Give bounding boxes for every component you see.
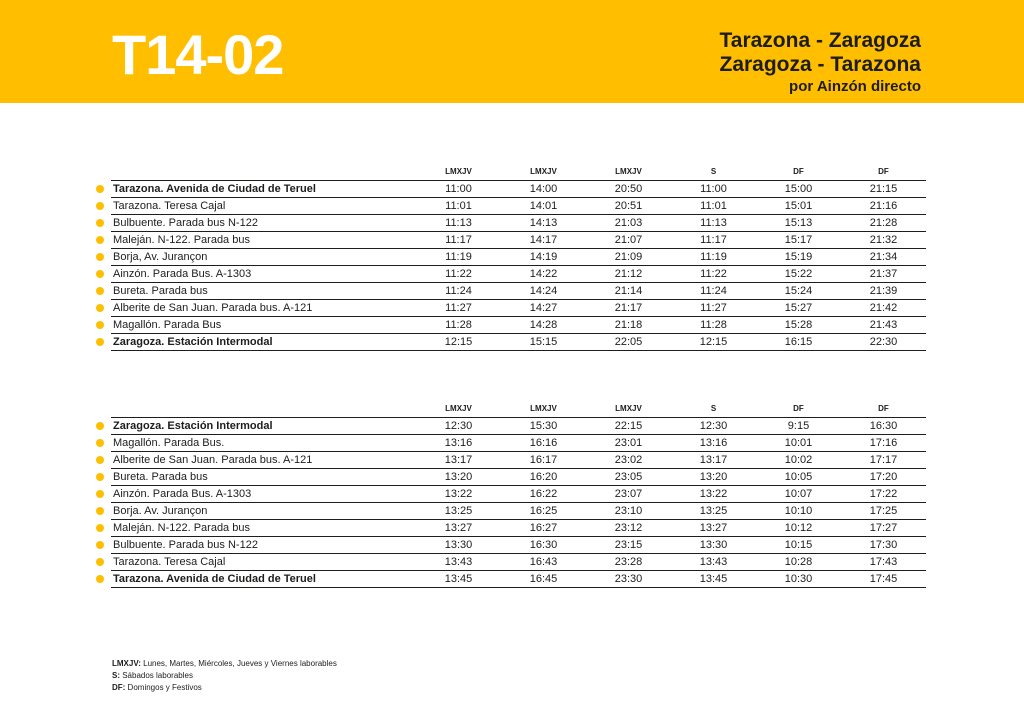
departure-time: 15:28 [756, 317, 841, 334]
stop-name: Ainzón. Parada Bus. A-1303 [111, 266, 416, 283]
legend-item [112, 670, 337, 682]
departure-time: 15:15 [501, 334, 586, 351]
header-banner [0, 0, 1024, 103]
timetable-outbound [111, 163, 926, 351]
departure-time: 16:43 [501, 554, 586, 571]
table-row [111, 266, 926, 283]
stop-markers-return [95, 416, 105, 583]
departure-time: 10:12 [756, 520, 841, 537]
stop-dot-icon [96, 236, 104, 244]
stop-name: Borja, Av. Jurançon [111, 249, 416, 266]
stop-dot-icon [96, 219, 104, 227]
table-row [111, 469, 926, 486]
departure-time: 17:27 [841, 520, 926, 537]
departure-time: 21:39 [841, 283, 926, 300]
stop-name: Tarazona. Teresa Cajal [111, 198, 416, 215]
stop-name: Maleján. N-122. Parada bus [111, 520, 416, 537]
legend-text: Lunes, Martes, Miércoles, Jueves y Viernes laborables [140, 659, 337, 668]
departure-time: 11:19 [416, 249, 501, 266]
departure-time: 15:01 [756, 198, 841, 215]
departure-time: 11:27 [671, 300, 756, 317]
timetable-return [111, 400, 926, 588]
day-column-header: LMXJV [416, 163, 501, 181]
departure-time: 13:17 [416, 452, 501, 469]
stop-dot-icon [96, 507, 104, 515]
departure-time: 10:30 [756, 571, 841, 588]
table-row [111, 215, 926, 232]
departure-time: 21:43 [841, 317, 926, 334]
stop-dot-icon [96, 473, 104, 481]
departure-time: 15:24 [756, 283, 841, 300]
departure-time: 15:30 [501, 418, 586, 435]
departure-time: 13:17 [671, 452, 756, 469]
departure-time: 21:18 [586, 317, 671, 334]
stop-name: Magallón. Parada Bus. [111, 435, 416, 452]
table-row [111, 520, 926, 537]
table-row [111, 486, 926, 503]
departure-time: 12:15 [671, 334, 756, 351]
departure-time: 15:22 [756, 266, 841, 283]
departure-time: 22:05 [586, 334, 671, 351]
stop-dot-icon [96, 439, 104, 447]
table-row [111, 198, 926, 215]
departure-time: 15:17 [756, 232, 841, 249]
departure-time: 14:13 [501, 215, 586, 232]
departure-time: 17:22 [841, 486, 926, 503]
stop-column-header [111, 163, 416, 181]
day-column-header: LMXJV [586, 400, 671, 418]
departure-time: 13:25 [416, 503, 501, 520]
departure-time: 20:51 [586, 198, 671, 215]
departure-time: 13:22 [416, 486, 501, 503]
stop-dot-icon [96, 338, 104, 346]
stop-dot-icon [96, 524, 104, 532]
departure-time: 14:00 [501, 181, 586, 198]
timetable-header-row [111, 400, 926, 418]
day-column-header: LMXJV [501, 400, 586, 418]
departure-time: 23:12 [586, 520, 671, 537]
legend-text: Domingos y Festivos [125, 683, 202, 692]
departure-time: 16:16 [501, 435, 586, 452]
stop-name: Tarazona. Avenida de Ciudad de Teruel [111, 181, 416, 198]
departure-time: 17:16 [841, 435, 926, 452]
stop-name: Borja. Av. Jurançon [111, 503, 416, 520]
stop-dot-icon [96, 304, 104, 312]
legend-key: S: [112, 671, 120, 680]
table-row [111, 554, 926, 571]
stop-name: Bulbuente. Parada bus N-122 [111, 215, 416, 232]
legend-text: Sábados laborables [120, 671, 193, 680]
departure-time: 20:50 [586, 181, 671, 198]
departure-time: 11:00 [416, 181, 501, 198]
departure-time: 14:24 [501, 283, 586, 300]
departure-time: 15:13 [756, 215, 841, 232]
departure-time: 14:27 [501, 300, 586, 317]
departure-time: 11:28 [671, 317, 756, 334]
departure-time: 12:30 [671, 418, 756, 435]
stop-dot-icon [96, 541, 104, 549]
departure-time: 17:43 [841, 554, 926, 571]
table-row [111, 334, 926, 351]
departure-time: 21:28 [841, 215, 926, 232]
stop-dot-icon [96, 456, 104, 464]
route-subtitle: por Ainzón directo [789, 78, 921, 95]
departure-time: 13:45 [416, 571, 501, 588]
route-title-outbound: Tarazona - Zaragoza [719, 29, 921, 52]
departure-time: 21:15 [841, 181, 926, 198]
stop-markers-outbound [95, 180, 105, 346]
stop-dot-icon [96, 270, 104, 278]
table-row [111, 300, 926, 317]
departure-time: 14:01 [501, 198, 586, 215]
departure-time: 10:05 [756, 469, 841, 486]
departure-time: 16:30 [841, 418, 926, 435]
day-column-header: S [671, 400, 756, 418]
legend-item [112, 658, 337, 670]
departure-time: 12:15 [416, 334, 501, 351]
departure-time: 23:10 [586, 503, 671, 520]
stop-name: Alberite de San Juan. Parada bus. A-121 [111, 452, 416, 469]
departure-time: 16:20 [501, 469, 586, 486]
departure-time: 14:17 [501, 232, 586, 249]
departure-time: 13:16 [416, 435, 501, 452]
departure-time: 11:17 [416, 232, 501, 249]
legend-key: DF: [112, 683, 126, 692]
table-row [111, 232, 926, 249]
departure-time: 21:17 [586, 300, 671, 317]
departure-time: 13:25 [671, 503, 756, 520]
departure-time: 10:10 [756, 503, 841, 520]
table-row [111, 435, 926, 452]
stop-dot-icon [96, 490, 104, 498]
departure-time: 21:32 [841, 232, 926, 249]
departure-time: 10:28 [756, 554, 841, 571]
departure-time: 16:17 [501, 452, 586, 469]
route-title-return: Zaragoza - Tarazona [719, 53, 921, 76]
departure-time: 9:15 [756, 418, 841, 435]
stop-name: Maleján. N-122. Parada bus [111, 232, 416, 249]
departure-time: 13:30 [416, 537, 501, 554]
departure-time: 13:43 [671, 554, 756, 571]
departure-time: 14:22 [501, 266, 586, 283]
departure-time: 16:22 [501, 486, 586, 503]
day-column-header: LMXJV [416, 400, 501, 418]
table-row [111, 249, 926, 266]
departure-time: 13:30 [671, 537, 756, 554]
departure-time: 11:19 [671, 249, 756, 266]
departure-time: 21:42 [841, 300, 926, 317]
stop-name: Tarazona. Teresa Cajal [111, 554, 416, 571]
departure-time: 13:27 [416, 520, 501, 537]
departure-time: 21:03 [586, 215, 671, 232]
day-column-header: DF [756, 163, 841, 181]
departure-time: 17:45 [841, 571, 926, 588]
stop-dot-icon [96, 253, 104, 261]
departure-time: 11:24 [416, 283, 501, 300]
day-column-header: DF [756, 400, 841, 418]
departure-time: 11:13 [416, 215, 501, 232]
departure-time: 11:17 [671, 232, 756, 249]
departure-time: 13:16 [671, 435, 756, 452]
departure-time: 11:22 [416, 266, 501, 283]
departure-time: 23:01 [586, 435, 671, 452]
stop-name: Ainzón. Parada Bus. A-1303 [111, 486, 416, 503]
departure-time: 11:00 [671, 181, 756, 198]
departure-time: 12:30 [416, 418, 501, 435]
stop-name: Bureta. Parada bus [111, 469, 416, 486]
legend-key: LMXJV: [112, 659, 141, 668]
departure-time: 23:30 [586, 571, 671, 588]
stop-dot-icon [96, 321, 104, 329]
departure-time: 10:01 [756, 435, 841, 452]
stop-dot-icon [96, 185, 104, 193]
day-column-header: LMXJV [586, 163, 671, 181]
departure-time: 11:13 [671, 215, 756, 232]
route-code: T14-02 [112, 23, 284, 86]
departure-time: 23:07 [586, 486, 671, 503]
stop-name: Bureta. Parada bus [111, 283, 416, 300]
route-titles [720, 29, 922, 97]
departure-time: 10:07 [756, 486, 841, 503]
departure-time: 23:15 [586, 537, 671, 554]
departure-time: 22:15 [586, 418, 671, 435]
departure-time: 16:30 [501, 537, 586, 554]
stop-dot-icon [96, 202, 104, 210]
day-column-header: DF [841, 163, 926, 181]
departure-time: 14:28 [501, 317, 586, 334]
departure-time: 13:27 [671, 520, 756, 537]
departure-time: 11:22 [671, 266, 756, 283]
stop-name: Magallón. Parada Bus [111, 317, 416, 334]
table-row [111, 283, 926, 300]
day-column-header: LMXJV [501, 163, 586, 181]
legend-item [112, 682, 337, 694]
departure-time: 10:02 [756, 452, 841, 469]
departure-time: 13:20 [416, 469, 501, 486]
departure-time: 10:15 [756, 537, 841, 554]
departure-time: 21:34 [841, 249, 926, 266]
departure-time: 21:16 [841, 198, 926, 215]
table-row [111, 181, 926, 198]
stop-name: Zaragoza. Estación Intermodal [111, 334, 416, 351]
departure-time: 11:01 [671, 198, 756, 215]
departure-time: 15:00 [756, 181, 841, 198]
departure-time: 23:02 [586, 452, 671, 469]
stop-name: Alberite de San Juan. Parada bus. A-121 [111, 300, 416, 317]
stop-name: Zaragoza. Estación Intermodal [111, 418, 416, 435]
departure-time: 16:45 [501, 571, 586, 588]
day-column-header: DF [841, 400, 926, 418]
departure-time: 17:30 [841, 537, 926, 554]
departure-time: 16:15 [756, 334, 841, 351]
stop-name: Bulbuente. Parada bus N-122 [111, 537, 416, 554]
table-row [111, 452, 926, 469]
departure-time: 15:27 [756, 300, 841, 317]
departure-time: 17:20 [841, 469, 926, 486]
table-row [111, 317, 926, 334]
departure-time: 21:09 [586, 249, 671, 266]
departure-time: 21:37 [841, 266, 926, 283]
departure-time: 13:45 [671, 571, 756, 588]
departure-time: 15:19 [756, 249, 841, 266]
departure-time: 11:27 [416, 300, 501, 317]
table-row [111, 537, 926, 554]
departure-time: 21:14 [586, 283, 671, 300]
stop-dot-icon [96, 575, 104, 583]
stop-dot-icon [96, 558, 104, 566]
table-row [111, 418, 926, 435]
stop-name: Tarazona. Avenida de Ciudad de Teruel [111, 571, 416, 588]
stop-dot-icon [96, 287, 104, 295]
departure-time: 16:25 [501, 503, 586, 520]
table-row [111, 571, 926, 588]
departure-time: 22:30 [841, 334, 926, 351]
departure-time: 23:05 [586, 469, 671, 486]
departure-time: 21:12 [586, 266, 671, 283]
timetable-header-row [111, 163, 926, 181]
departure-time: 21:07 [586, 232, 671, 249]
stop-column-header [111, 400, 416, 418]
departure-time: 11:28 [416, 317, 501, 334]
legend [112, 658, 337, 694]
stop-dot-icon [96, 422, 104, 430]
departure-time: 11:24 [671, 283, 756, 300]
table-row [111, 503, 926, 520]
departure-time: 17:17 [841, 452, 926, 469]
departure-time: 14:19 [501, 249, 586, 266]
departure-time: 13:20 [671, 469, 756, 486]
day-column-header: S [671, 163, 756, 181]
departure-time: 11:01 [416, 198, 501, 215]
departure-time: 17:25 [841, 503, 926, 520]
departure-time: 13:43 [416, 554, 501, 571]
departure-time: 23:28 [586, 554, 671, 571]
departure-time: 16:27 [501, 520, 586, 537]
departure-time: 13:22 [671, 486, 756, 503]
